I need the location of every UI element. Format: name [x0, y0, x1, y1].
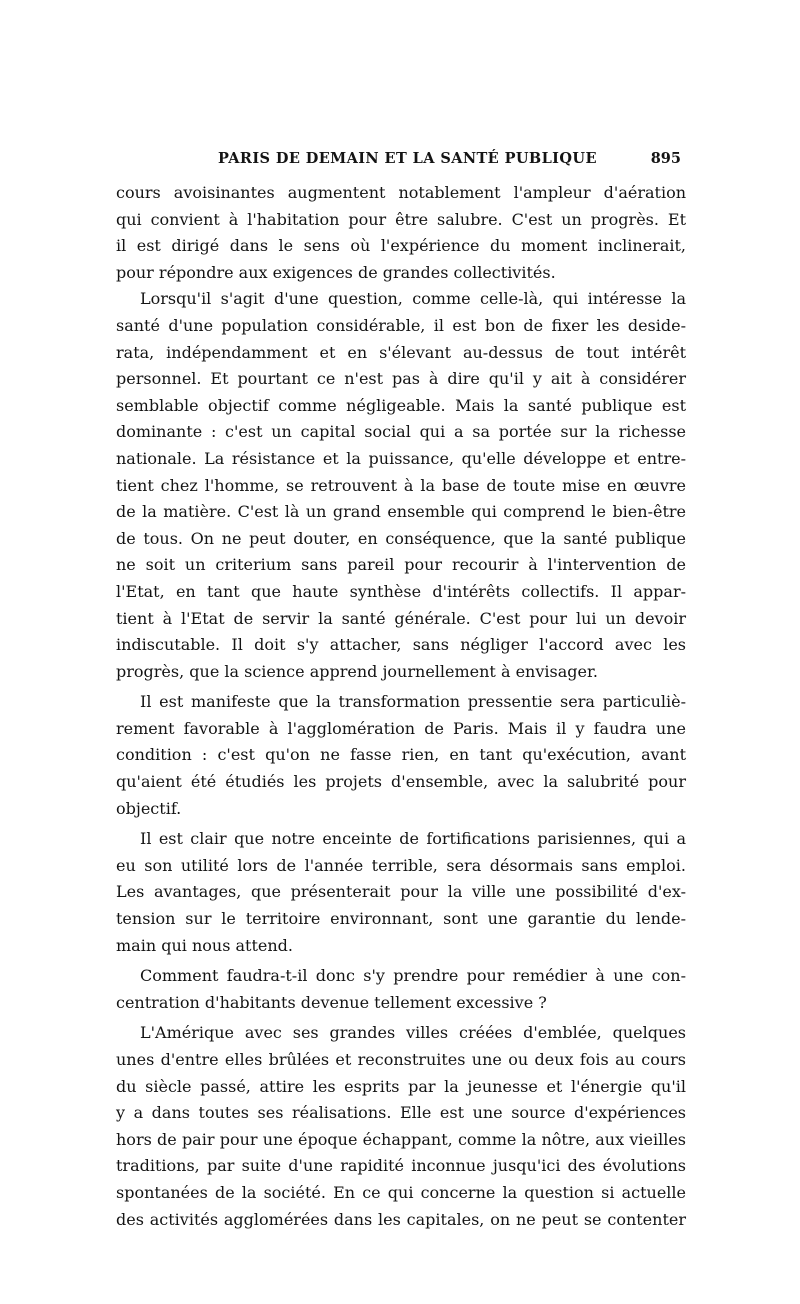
text-line: Comment faudra-t-il donc s'y prendre pour remédier à une con-	[140, 966, 686, 986]
text-line: rata, indépendamment et en s'élevant au-dessus de tout intérêt	[116, 342, 686, 362]
text-line: du siècle passé, attire les esprits par la jeunesse et l'énergie qu'il	[116, 1076, 686, 1096]
text-line: traditions, par suite d'une rapidité inconnue jusqu'ici des évolutions	[116, 1156, 686, 1176]
text-line: spontanées de la société. En ce qui concerne la question si actuelle	[116, 1182, 686, 1202]
running-head	[118, 150, 683, 174]
text-line: tient à l'Etat de servir la santé générale. C'est pour lui un devoir	[116, 608, 686, 628]
text-line: de tous. On ne peut douter, en conséquence, que la santé publique	[116, 528, 686, 548]
text-line: l'Etat, en tant que haute synthèse d'intérêts collectifs. Il appar-	[116, 581, 686, 601]
text-line: hors de pair pour une époque échappant, comme la nôtre, aux vieilles	[116, 1129, 686, 1149]
page-number: 895	[650, 150, 681, 167]
text-line: Il est manifeste que la transformation pressentie sera particuliè-	[140, 692, 686, 712]
text-line: il est dirigé dans le sens où l'expérience du moment inclinerait,	[116, 236, 686, 256]
text-line: Il est clair que notre enceinte de fortifications parisiennes, qui a	[140, 829, 686, 849]
text-line: Lorsqu'il s'agit d'une question, comme celle-là, qui intéresse la	[140, 289, 686, 309]
body-text	[116, 180, 686, 1233]
text-line: personnel. Et pourtant ce n'est pas à dire qu'il y ait à considérer	[116, 369, 686, 389]
text-line: semblable objectif comme négligeable. Mais la santé publique est	[116, 395, 686, 415]
text-line: L'Amérique avec ses grandes villes créées d'emblée, quelques	[140, 1023, 686, 1043]
text-line: dominante : c'est un capital social qui a sa portée sur la richesse	[116, 422, 686, 442]
text-line: main qui nous attend.	[116, 935, 294, 955]
text-line: centration d'habitants devenue tellement excessive ?	[116, 992, 547, 1012]
running-title: PARIS DE DEMAIN ET LA SANTÉ PUBLIQUE	[218, 150, 597, 167]
text-line: rement favorable à l'agglomération de Paris. Mais il y faudra une	[116, 718, 686, 738]
text-line: tension sur le territoire environnant, sont une garantie du lende-	[116, 909, 686, 929]
text-line: unes d'entre elles brûlées et reconstruites une ou deux fois au cours	[116, 1050, 686, 1069]
text-line: santé d'une population considérable, il est bon de fixer les deside-	[116, 315, 686, 335]
text-line: eu son utilité lors de l'année terrible, sera désormais sans emploi.	[116, 855, 686, 875]
text-line: tient chez l'homme, se retrouvent à la base de toute mise en œuvre	[116, 475, 686, 495]
text-line: ne soit un criterium sans pareil pour recourir à l'intervention de	[116, 555, 686, 575]
text-line: des activités agglomérées dans les capitales, on ne peut se contenter	[116, 1209, 686, 1229]
text-line: cours avoisinantes augmentent notablement l'ampleur d'aération	[116, 183, 686, 202]
text-line: qu'aient été étudiés les projets d'ensemble, avec la salubrité pour	[116, 772, 686, 792]
text-line: qui convient à l'habitation pour être salubre. C'est un progrès. Et	[116, 209, 686, 229]
text-line: pour répondre aux exigences de grandes collectivités.	[116, 262, 556, 282]
text-line: Les avantages, que présenterait pour la ville une possibilité d'ex-	[116, 882, 686, 902]
text-line: progrès, que la science apprend journellement à envisager.	[116, 661, 598, 681]
text-line: objectif.	[116, 798, 182, 818]
text-line: nationale. La résistance et la puissance, qu'elle développe et entre-	[116, 448, 686, 468]
text-line: de la matière. C'est là un grand ensemble qui comprend le bien-être	[116, 502, 686, 522]
text-line: y a dans toutes ses réalisations. Elle est une source d'expériences	[116, 1103, 686, 1123]
text-line: indiscutable. Il doit s'y attacher, sans négliger l'accord avec les	[116, 635, 686, 655]
text-line: condition : c'est qu'on ne fasse rien, en tant qu'exécution, avant	[116, 745, 686, 765]
